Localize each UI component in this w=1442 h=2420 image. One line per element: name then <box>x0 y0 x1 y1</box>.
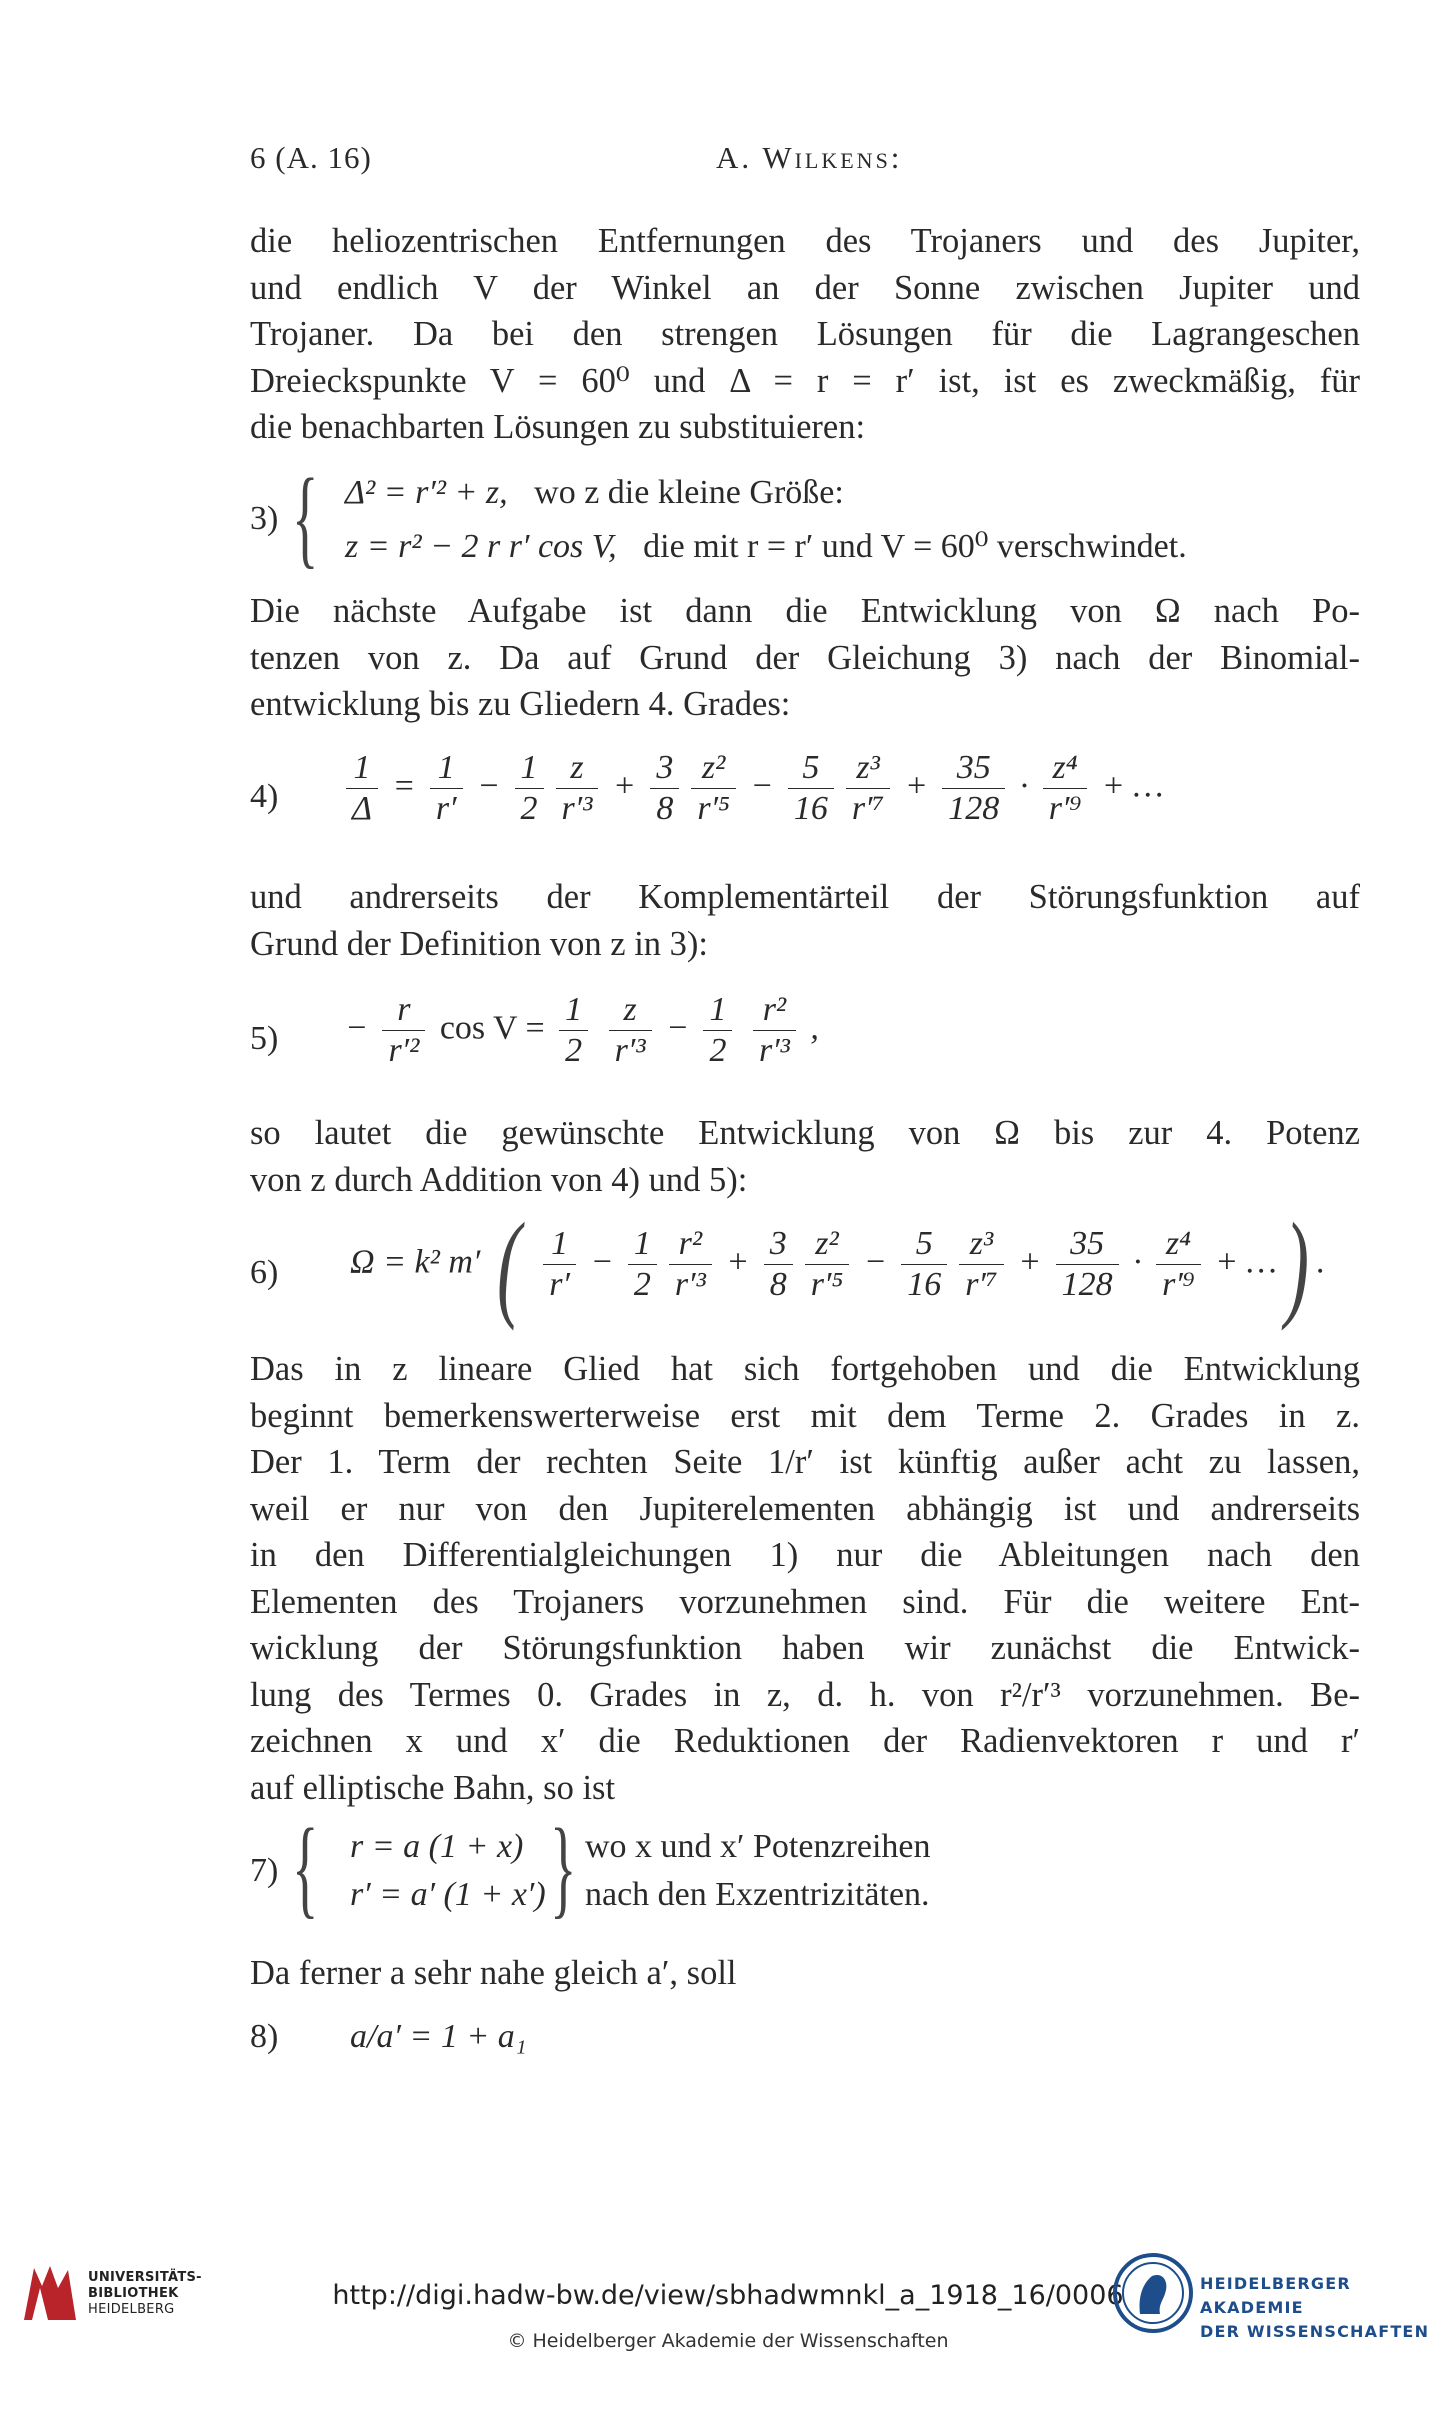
text-line: tenzen von z. Da auf Grund der Gleichung 3) nach der Binomial- <box>250 638 1360 677</box>
series-tail: + … <box>1093 767 1164 805</box>
text-line: Elementen des Trojaners vorzunehmen sind. Für die weitere Ent- <box>250 1582 1360 1621</box>
fraction: $\frac{3}{8}$ <box>650 748 679 829</box>
fraction: $\frac{35}{128}$ <box>1056 1224 1119 1305</box>
text-line: und endlich V der Winkel an der Sonne zwischen Jupiter und <box>250 268 1360 307</box>
equation-number: 7) <box>250 1852 279 1889</box>
paragraph-4 <box>250 1110 1360 1203</box>
paragraph-5 <box>250 1346 1360 1811</box>
fraction: $\frac{1}{2}$ <box>515 748 544 829</box>
text-line: lung des Termes 0. Grades in z, d. h. von r²/r′³ vorzunehmen. Be- <box>250 1675 1360 1714</box>
equation-number: 8) <box>250 2018 279 2055</box>
operator: · <box>1011 767 1037 805</box>
fraction: $\frac{\text{z³}}{\text{r′⁷}}$ <box>846 748 891 829</box>
equation-3 <box>250 456 1360 580</box>
equation-row: Ω = k² m′ ( $\frac{1}{r'}$ − $\frac{1}{2}$ $\frac{\text{r²}}{\text{r′³}}$ + $\frac{3}{8}$ $\frac{\text{z²}}{\text{r′⁵}}$ − $\frac{5}{16}$ $\frac{\text{z³}}{\text{r′⁷}}$ + $\frac{35}{128}$ · $\frac{\text{z⁴}}{\text{r′⁹}}$ + …) . <box>350 1197 1326 1331</box>
operator: = <box>392 767 424 805</box>
fraction: $\frac{\text{z³}}{\text{r′⁷}}$ <box>959 1224 1004 1305</box>
text-line: Der 1. Term der rechten Seite 1/r′ ist künftig außer acht zu lassen, <box>250 1443 1360 1481</box>
equation-5 <box>250 990 1360 1090</box>
fraction: $\frac{z}{\text{r′³}}$ <box>556 748 599 829</box>
university-library-label: UNIVERSITÄTS- BIBLIOTHEK HEIDELBERG <box>88 2270 202 2317</box>
fraction: $\frac{\text{z⁴}}{\text{r′⁹}}$ <box>1043 748 1088 829</box>
operator: − <box>855 1243 896 1281</box>
text-line: in den Differentialgleichungen 1) nur die Ableitungen nach den <box>250 1536 1360 1574</box>
fraction: $\frac{3}{8}$ <box>764 1224 793 1305</box>
equation-7 <box>250 1806 1360 1928</box>
right-brace: } <box>550 1806 577 1928</box>
fraction: $\frac{1}{\Delta}$ <box>346 748 378 829</box>
operator: · <box>1124 1243 1151 1281</box>
operator: + <box>1009 1243 1050 1281</box>
operator: − <box>468 767 509 805</box>
operator: + <box>896 767 937 805</box>
equation-note: nach den Exzentrizitäten. <box>585 1876 930 1913</box>
equation-4 <box>250 748 1360 848</box>
operator: + <box>604 767 645 805</box>
equation-number: 4) <box>250 778 279 815</box>
fraction: $\frac{1}{2}$ <box>628 1224 657 1305</box>
equation-number: 3) <box>250 500 279 537</box>
running-author: A. Wilkens: <box>716 140 903 175</box>
equation-line: z = r² − 2 r r′ cos V, die mit r = r′ und V = 60⁰ verschwindet. <box>345 528 1187 565</box>
page-number: 6 (A. 16) <box>250 140 372 175</box>
operator: − <box>741 767 782 805</box>
equation-expr: a/a′ = 1 + a₁ <box>350 2018 527 2055</box>
fraction: $\frac{1}{r'}$ <box>430 748 463 829</box>
equation-8 <box>250 2018 1360 2078</box>
paragraph-2 <box>250 588 1360 728</box>
text-line: so lautet die gewünschte Entwicklung von Ω bis zur 4. Potenz <box>250 1114 1360 1152</box>
copyright-notice: © Heidelberger Akademie der Wissenschaften <box>507 2330 949 2352</box>
text-line: wicklung der Störungsfunktion haben wir zunächst die Entwick- <box>250 1629 1360 1667</box>
fraction: $\frac{\text{r²}}{\text{r′³}}$ <box>753 990 796 1071</box>
operator: − <box>581 1243 622 1281</box>
equation-line: r = a (1 + x) <box>350 1828 524 1865</box>
text-line: auf elliptische Bahn, so ist <box>250 1768 616 1807</box>
text-line: Trojaner. Da bei den strengen Lösungen für die Lagrangeschen <box>250 315 1360 353</box>
text-line: Die nächste Aufgabe ist dann die Entwicklung von Ω nach Po- <box>250 592 1360 630</box>
fraction: $\frac{\text{z²}}{\text{r′⁵}}$ <box>805 1224 850 1305</box>
paragraph-6 <box>250 1950 1360 1997</box>
fraction: $\frac{r}{\text{r′²}}$ <box>382 990 425 1071</box>
fraction: $\frac{\text{r²}}{\text{r′³}}$ <box>669 1224 712 1305</box>
fraction: $\frac{1}{2}$ <box>559 990 588 1071</box>
operator: + <box>717 1243 758 1281</box>
equation-line: Δ² = r′² + z, wo z die kleine Größe: <box>345 474 844 511</box>
academy-label: HEIDELBERGER AKADEMIE DER WISSENSCHAFTEN <box>1200 2274 1430 2341</box>
text-line: Das in z lineare Glied hat sich fortgehoben und die Entwicklung <box>250 1350 1360 1388</box>
text-line: Dreieckspunkte V = 60⁰ und Δ = r = r′ ist, ist es zweckmäßig, für <box>250 361 1360 400</box>
text-line: weil er nur von den Jupiterelementen abhängig ist und andrerseits <box>250 1489 1360 1528</box>
fraction: $\frac{5}{16}$ <box>901 1224 947 1305</box>
left-brace: { <box>292 456 319 578</box>
equation-row: − $\frac{r}{\text{r′²}}$ cos V = $\frac{1}{2}$ $\frac{z}{\text{r′³}}$ − $\frac{1}{2}$ $\frac{\text{r²}}{\text{r′³}}$ , <box>345 991 819 1069</box>
text-line: von z durch Addition von 4) und 5): <box>250 1160 748 1199</box>
punctuation: . <box>1316 1243 1326 1281</box>
series-tail: + … <box>1206 1243 1277 1281</box>
text-line: die heliozentrischen Entfernungen des Trojaners und des Jupiter, <box>250 222 1360 260</box>
equation-note: wo x und x′ Potenzreihen <box>585 1828 931 1865</box>
fraction: $\frac{\text{z²}}{\text{r′⁵}}$ <box>691 748 736 829</box>
equation-6 <box>250 1197 1360 1332</box>
fraction: $\frac{35}{128}$ <box>942 748 1005 829</box>
paragraph-1 <box>250 218 1360 451</box>
fraction: $\frac{1}{r'}$ <box>543 1224 576 1305</box>
text-line: die benachbarten Lösungen zu substituieren: <box>250 408 866 446</box>
text-line: und andrerseits der Komplementärteil der Störungsfunktion auf <box>250 878 1360 916</box>
fraction: $\frac{5}{16}$ <box>788 748 834 829</box>
text-line: Da ferner a sehr nahe gleich a′, soll <box>250 1954 737 1992</box>
fraction: $\frac{\text{z⁴}}{\text{r′⁹}}$ <box>1156 1224 1201 1305</box>
text-line: zeichnen x und x′ die Reduktionen der Radienvektoren r und r′ <box>250 1722 1360 1760</box>
equation-line: r′ = a′ (1 + x′) <box>350 1876 546 1913</box>
text-line: beginnt bemerkenswerterweise erst mit dem Terme 2. Grades in z. <box>250 1396 1360 1435</box>
paragraph-3 <box>250 874 1360 967</box>
left-brace: { <box>292 1806 319 1928</box>
text-line: entwicklung bis zu Gliedern 4. Grades: <box>250 685 791 723</box>
source-url-link[interactable]: http://digi.hadw-bw.de/view/sbhadwmnkl_a_1918_16/0006 <box>332 2280 1124 2311</box>
equation-number: 5) <box>250 1020 279 1057</box>
text-line: Grund der Definition von z in 3): <box>250 924 708 963</box>
fraction: $\frac{1}{2}$ <box>703 990 732 1071</box>
running-header <box>250 140 1360 184</box>
equation-number: 6) <box>250 1254 279 1291</box>
fraction: $\frac{z}{\text{r′³}}$ <box>609 990 652 1071</box>
equation-row <box>340 748 1163 829</box>
